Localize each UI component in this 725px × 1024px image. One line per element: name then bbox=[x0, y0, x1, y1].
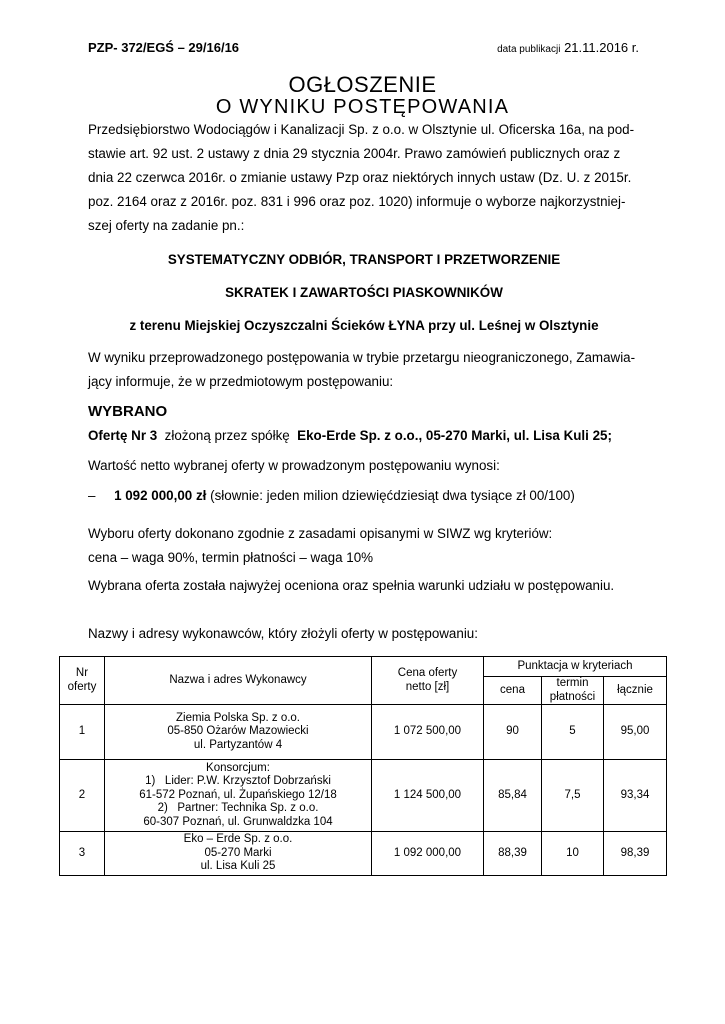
criteria-weights: cena – waga 90%, termin płatności – waga 10% bbox=[88, 550, 374, 565]
header-price bbox=[372, 657, 484, 705]
cell-name-line: 1) Lider: P.W. Krzysztof Dobrzański bbox=[145, 775, 331, 788]
cell-price: 1 124 500,00 bbox=[372, 760, 484, 832]
header-name: Nazwa i adres Wykonawcy bbox=[105, 657, 372, 705]
cell-nr: 1 bbox=[60, 705, 105, 760]
result-line: jący informuje, że w przedmiotowym postępowaniu: bbox=[88, 374, 394, 389]
cell-cena: 88,39 bbox=[484, 832, 542, 876]
header-price-line: netto [zł] bbox=[405, 680, 450, 693]
intro-line: szej oferty na zadanie pn.: bbox=[88, 218, 245, 233]
cell-name bbox=[105, 705, 372, 760]
cell-nr: 3 bbox=[60, 832, 105, 876]
cell-name bbox=[105, 760, 372, 832]
cell-lacznie: 93,34 bbox=[604, 760, 667, 832]
page-subtitle: O WYNIKU POSTĘPOWANIA bbox=[215, 96, 510, 118]
selected-company: Eko-Erde Sp. z o.o., 05-270 Marki, ul. Lisa Kuli 25; bbox=[297, 428, 612, 443]
selected-offer-label: Ofertę Nr 3 bbox=[88, 428, 158, 443]
task-name-line2: SKRATEK I ZAWARTOŚCI PIASKOWNIKÓW bbox=[225, 285, 503, 300]
cell-lacznie: 98,39 bbox=[604, 832, 667, 876]
amount-line bbox=[88, 488, 575, 503]
cell-name bbox=[105, 832, 372, 876]
bullet-dash: – bbox=[88, 488, 96, 503]
selected-amount: 1 092 000,00 zł bbox=[114, 488, 207, 503]
cell-name-line: 05-850 Ożarów Mazowiecki bbox=[167, 725, 309, 738]
publication-date-value: 21.11.2016 r. bbox=[564, 40, 639, 55]
table-intro: Nazwy i adresy wykonawców, który złożyli oferty w postępowaniu: bbox=[88, 626, 478, 641]
cell-name-line: ul. Partyzantów 4 bbox=[193, 738, 283, 751]
cell-name-line: 05-270 Marki bbox=[204, 846, 272, 859]
header-lacznie: łącznie bbox=[604, 677, 667, 705]
cell-name-line: Eko – Erde Sp. z o.o. bbox=[183, 833, 293, 846]
header-termin-line: termin bbox=[556, 677, 589, 689]
table-row bbox=[60, 832, 667, 876]
header-cena: cena bbox=[484, 677, 542, 705]
table-row bbox=[60, 760, 667, 832]
offers-table bbox=[59, 656, 667, 876]
cell-name-line: Konsorcjum: bbox=[206, 761, 270, 774]
publication-date-label: data publikacji bbox=[497, 44, 561, 55]
header-termin-line: płatności bbox=[549, 690, 596, 703]
header-points: Punktacja w kryteriach bbox=[484, 657, 667, 677]
task-name-line1: SYSTEMATYCZNY ODBIÓR, TRANSPORT I PRZETWORZENIE bbox=[167, 252, 561, 267]
selected-offer-line bbox=[88, 428, 612, 443]
cell-termin: 5 bbox=[542, 705, 604, 760]
cell-name-line: ul. Lisa Kuli 25 bbox=[200, 860, 276, 873]
criteria-line: Wyboru oferty dokonano zgodnie z zasadami opisanymi w SIWZ wg kryteriów: bbox=[88, 526, 553, 541]
cell-cena: 85,84 bbox=[484, 760, 542, 832]
value-intro: Wartość netto wybranej oferty w prowadzonym postępowaniu wynosi: bbox=[88, 458, 500, 473]
publication-date bbox=[497, 40, 639, 55]
selected-heading: WYBRANO bbox=[88, 403, 168, 420]
cell-lacznie: 95,00 bbox=[604, 705, 667, 760]
table-header-row bbox=[60, 657, 667, 677]
header-price-line: Cena oferty bbox=[397, 667, 458, 679]
cell-nr: 2 bbox=[60, 760, 105, 832]
evaluation-statement: Wybrana oferta została najwyżej oceniona oraz spełnia warunki udziału w postępowaniu. bbox=[88, 578, 615, 593]
amount-in-words: (słownie: jeden milion dziewięćdziesiąt dwa tysiące zł 00/100) bbox=[210, 488, 575, 503]
table-row bbox=[60, 705, 667, 760]
intro-line: dnia 22 czerwca 2016r. o zmianie ustawy Pzp oraz niektórych innych ustaw (Dz. U. z 2015r. bbox=[88, 170, 632, 185]
task-location: z terenu Miejskiej Oczyszczalni Ścieków ŁYNA przy ul. Leśnej w Olsztynie bbox=[129, 318, 599, 333]
page-title: OGŁOSZENIE bbox=[288, 72, 437, 97]
cell-cena: 90 bbox=[484, 705, 542, 760]
intro-line: Przedsiębiorstwo Wodociągów i Kanalizacji Sp. z o.o. w Olsztynie ul. Oficerska 16a, na pod- bbox=[88, 122, 635, 137]
cell-price: 1 072 500,00 bbox=[372, 705, 484, 760]
result-line: W wyniku przeprowadzonego postępowania w trybie przetargu nieograniczonego, Zamawia- bbox=[88, 350, 636, 365]
intro-line: poz. 2164 oraz z 2016r. poz. 831 i 996 oraz poz. 1020) informuje o wyborze najkorzystniej- bbox=[88, 194, 626, 209]
selected-offer-text: złożoną przez spółkę bbox=[164, 428, 290, 443]
cell-name-line: 2) Partner: Technika Sp. z o.o. bbox=[157, 802, 319, 815]
header-nr-line: oferty bbox=[67, 680, 97, 693]
cell-name-line: 60-307 Poznań, ul. Grunwaldzka 104 bbox=[143, 816, 333, 829]
cell-name-line: 61-572 Poznań, ul. Żupańskiego 12/18 bbox=[139, 788, 337, 801]
cell-price: 1 092 000,00 bbox=[372, 832, 484, 876]
intro-line: stawie art. 92 ust. 2 ustawy z dnia 29 stycznia 2004r. Prawo zamówień publicznych oraz z bbox=[88, 146, 621, 161]
header-termin bbox=[542, 677, 604, 705]
header-nr-line: Nr bbox=[75, 667, 89, 679]
document-reference: PZP- 372/EGŚ – 29/16/16 bbox=[88, 40, 240, 55]
cell-name-line: Ziemia Polska Sp. z o.o. bbox=[176, 711, 300, 724]
cell-termin: 7,5 bbox=[542, 760, 604, 832]
header-nr bbox=[60, 657, 105, 705]
cell-termin: 10 bbox=[542, 832, 604, 876]
